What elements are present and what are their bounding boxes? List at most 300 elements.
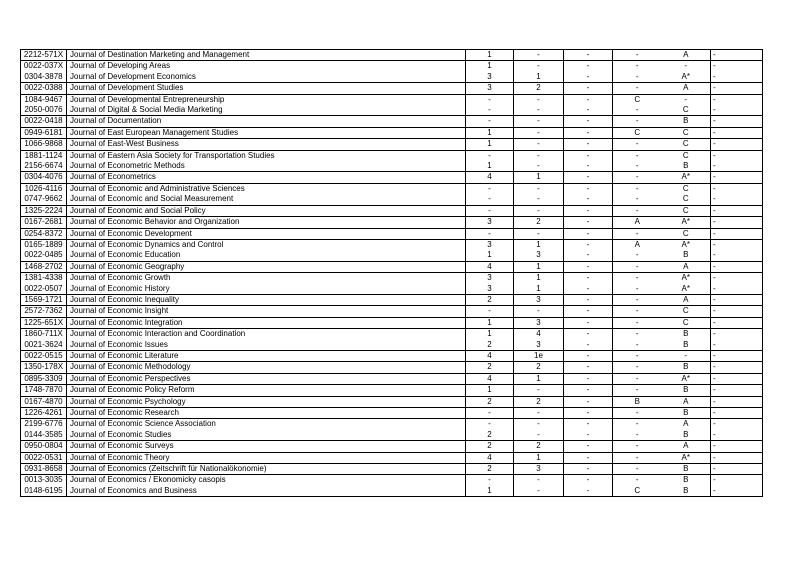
- rating-6-cell: -: [711, 385, 763, 396]
- rating-1-cell: 4: [466, 452, 514, 463]
- rating-3-cell: -: [564, 441, 613, 452]
- rating-1-cell: 1: [466, 486, 514, 497]
- issn-cell: 0304-3878: [21, 72, 67, 83]
- table-row: [21, 385, 763, 396]
- rating-3-cell: -: [564, 294, 613, 305]
- rating-2-cell: -: [514, 385, 564, 396]
- issn-cell: 0304-4076: [21, 172, 67, 183]
- rating-6-cell: -: [711, 261, 763, 272]
- rating-6-cell: -: [711, 284, 763, 295]
- rating-2-cell: 1: [514, 172, 564, 183]
- rating-4-cell: A: [613, 217, 662, 228]
- rating-1-cell: 1: [466, 127, 514, 138]
- rating-1-cell: 4: [466, 350, 514, 361]
- journal-name-cell: Journal of Economics / Ekonomicky casopis: [67, 475, 466, 486]
- issn-cell: 0021-3624: [21, 340, 67, 351]
- rating-2-cell: 3: [514, 294, 564, 305]
- journal-name-cell: Journal of Economic Inequality: [67, 294, 466, 305]
- rating-1-cell: 2: [466, 340, 514, 351]
- rating-2-cell: -: [514, 419, 564, 430]
- table-row: [21, 228, 763, 239]
- rating-1-cell: 1: [466, 385, 514, 396]
- journal-name-cell: Journal of Economic and Social Measurement: [67, 194, 466, 205]
- rating-4-cell: -: [613, 105, 662, 116]
- journal-name-cell: Journal of Economic Insight: [67, 306, 466, 317]
- rating-3-cell: -: [564, 61, 613, 72]
- issn-cell: 2199-6776: [21, 419, 67, 430]
- journal-name-cell: Journal of Development Economics: [67, 72, 466, 83]
- issn-cell: 2212-571X: [21, 50, 67, 61]
- journal-name-cell: Journal of East European Management Studies: [67, 127, 466, 138]
- rating-6-cell: -: [711, 430, 763, 441]
- rating-6-cell: -: [711, 205, 763, 216]
- rating-3-cell: -: [564, 329, 613, 340]
- table-row: [21, 329, 763, 340]
- rating-2-cell: -: [514, 161, 564, 172]
- rating-5-cell: B: [662, 464, 711, 475]
- rating-6-cell: -: [711, 294, 763, 305]
- table-row: [21, 408, 763, 419]
- issn-cell: 0931-8658: [21, 464, 67, 475]
- rating-5-cell: C: [662, 317, 711, 328]
- issn-cell: 0022-0485: [21, 250, 67, 261]
- journal-table-body: [21, 50, 763, 497]
- issn-cell: 1569-1721: [21, 294, 67, 305]
- issn-cell: 0165-1889: [21, 239, 67, 250]
- rating-5-cell: A: [662, 83, 711, 94]
- rating-3-cell: -: [564, 217, 613, 228]
- rating-4-cell: -: [613, 116, 662, 127]
- rating-5-cell: A: [662, 294, 711, 305]
- rating-6-cell: -: [711, 228, 763, 239]
- rating-5-cell: B: [683, 329, 689, 339]
- issn-cell: 0022-0515: [21, 350, 67, 361]
- rating-5-cell: -: [662, 350, 711, 361]
- rating-1-cell: 3: [466, 83, 514, 94]
- journal-name-cell: Journal of Economics (Zeitschrift für Nationalökonomie): [67, 464, 466, 475]
- issn-cell: 0022-0531: [21, 452, 67, 463]
- rating-1-cell: 1: [466, 329, 514, 340]
- issn-cell: 0022-0388: [21, 83, 67, 94]
- issn-cell: 1084-9467: [21, 94, 67, 105]
- rating-3-cell: -: [564, 475, 613, 486]
- rating-6-cell: -: [711, 306, 763, 317]
- table-row: [21, 105, 763, 116]
- journal-name-cell: Journal of Economic Behavior and Organization: [67, 217, 466, 228]
- table-row: [21, 261, 763, 272]
- table-row: [21, 94, 763, 105]
- rating-3-cell: -: [564, 273, 613, 284]
- issn-cell: 0950-0804: [21, 441, 67, 452]
- rating-1-cell: 4: [466, 172, 514, 183]
- journal-name-cell: Journal of Developmental Entrepreneurship: [67, 94, 466, 105]
- rating-4-cell: -: [613, 284, 662, 295]
- rating-3-cell: -: [564, 239, 613, 250]
- table-row: [21, 83, 763, 94]
- rating-4-cell: -: [613, 273, 662, 284]
- table-row: [21, 373, 763, 384]
- rating-1-cell: -: [466, 205, 514, 216]
- rating-4-cell: -: [613, 452, 662, 463]
- journal-quality-table: [20, 49, 763, 497]
- rating-3-cell: -: [564, 464, 613, 475]
- table-row: [21, 72, 763, 83]
- journal-name-cell: Journal of Developing Areas: [67, 61, 466, 72]
- rating-6-cell: -: [711, 396, 763, 407]
- rating-2-cell: 2: [514, 362, 564, 373]
- rating-4-cell: -: [613, 340, 662, 351]
- rating-5-cell: C: [682, 183, 689, 193]
- issn-cell: 0022-037X: [21, 61, 67, 72]
- rating-6-cell: -: [711, 408, 763, 419]
- rating-4-cell: -: [613, 475, 662, 486]
- rating-3-cell: -: [564, 430, 613, 441]
- journal-name-cell: Journal of Economic and Administrative Sciences: [67, 183, 466, 194]
- journal-name-cell: Journal of Development Studies: [67, 83, 466, 94]
- rating-4-cell: -: [613, 228, 662, 239]
- rating-4-cell: -: [613, 161, 662, 172]
- rating-2-cell: 2: [514, 217, 564, 228]
- table-row: [21, 294, 763, 305]
- rating-5-cell: -: [684, 61, 688, 71]
- rating-1-cell: 1: [466, 250, 514, 261]
- rating-6-cell: -: [711, 452, 763, 463]
- rating-4-cell: -: [613, 139, 662, 150]
- table-row: [21, 183, 763, 194]
- rating-1-cell: 3: [466, 284, 514, 295]
- rating-4-cell: -: [613, 329, 662, 340]
- rating-1-cell: 4: [466, 373, 514, 384]
- rating-5-cell: B: [662, 486, 711, 497]
- table-row: [21, 475, 763, 486]
- rating-4-cell: -: [613, 362, 662, 373]
- table-row: [21, 350, 763, 361]
- rating-1-cell: -: [466, 475, 514, 486]
- rating-3-cell: -: [564, 362, 613, 373]
- issn-cell: 0013-3035: [21, 475, 67, 486]
- rating-6-cell: -: [711, 150, 763, 161]
- table-row: [21, 284, 763, 295]
- rating-6-cell: -: [711, 105, 763, 116]
- rating-2-cell: 3: [514, 340, 564, 351]
- table-row: [21, 486, 763, 497]
- rating-6-cell: -: [711, 441, 763, 452]
- table-row: [21, 340, 763, 351]
- rating-2-cell: 1: [514, 273, 564, 284]
- rating-4-cell: -: [613, 172, 662, 183]
- issn-cell: 0167-2681: [21, 217, 67, 228]
- journal-name-cell: Journal of Eastern Asia Society for Transportation Studies: [67, 150, 466, 161]
- rating-3-cell: -: [564, 94, 613, 105]
- rating-3-cell: -: [564, 486, 613, 497]
- issn-cell: 1881-1124: [21, 150, 67, 161]
- rating-4-cell: -: [613, 61, 662, 72]
- rating-3-cell: -: [564, 340, 613, 351]
- rating-5-cell: C: [662, 194, 711, 205]
- issn-cell: 1325-2224: [21, 205, 67, 216]
- rating-3-cell: -: [564, 172, 613, 183]
- rating-2-cell: 1e: [514, 350, 564, 361]
- rating-3-cell: -: [564, 250, 613, 261]
- rating-2-cell: 2: [514, 396, 564, 407]
- rating-4-cell: -: [613, 464, 662, 475]
- rating-3-cell: -: [564, 194, 613, 205]
- rating-5-cell: C: [682, 150, 689, 160]
- rating-4-cell: -: [613, 441, 662, 452]
- journal-name-cell: Journal of Economic History: [67, 284, 466, 295]
- rating-4-cell: -: [613, 83, 662, 94]
- rating-1-cell: 3: [466, 72, 514, 83]
- issn-cell: 1350-178X: [21, 362, 67, 373]
- rating-1-cell: 2: [466, 294, 514, 305]
- table-row: [21, 419, 763, 430]
- rating-2-cell: -: [514, 116, 564, 127]
- rating-3-cell: -: [564, 228, 613, 239]
- rating-2-cell: -: [514, 127, 564, 138]
- rating-5-cell: A*: [662, 172, 711, 183]
- rating-4-cell: C: [613, 486, 662, 497]
- rating-2-cell: -: [514, 50, 564, 61]
- rating-5-cell: A: [683, 419, 689, 429]
- table-row: [21, 239, 763, 250]
- issn-cell: 1026-4116: [21, 183, 67, 194]
- rating-1-cell: 1: [466, 50, 514, 61]
- rating-4-cell: -: [613, 150, 662, 161]
- journal-name-cell: Journal of Econometric Methods: [67, 161, 466, 172]
- rating-5-cell: A*: [662, 373, 711, 384]
- rating-3-cell: -: [564, 396, 613, 407]
- rating-6-cell: -: [711, 183, 763, 194]
- rating-6-cell: -: [711, 161, 763, 172]
- rating-2-cell: -: [514, 61, 564, 72]
- table-row: [21, 396, 763, 407]
- issn-cell: 1225-651X: [21, 317, 67, 328]
- rating-3-cell: -: [564, 385, 613, 396]
- journal-name-cell: Journal of Economic Development: [67, 228, 466, 239]
- journal-name-cell: Journal of Economic Perspectives: [67, 373, 466, 384]
- rating-3-cell: -: [564, 183, 613, 194]
- rating-2-cell: 1: [514, 72, 564, 83]
- rating-6-cell: -: [711, 127, 763, 138]
- rating-6-cell: -: [711, 329, 763, 340]
- rating-5-cell: B: [662, 340, 711, 351]
- rating-1-cell: 2: [466, 396, 514, 407]
- rating-2-cell: 1: [514, 452, 564, 463]
- rating-5-cell: A*: [681, 239, 690, 249]
- table-row: [21, 362, 763, 373]
- journal-name-cell: Journal of Economic Research: [67, 408, 466, 419]
- rating-1-cell: -: [466, 408, 514, 419]
- issn-cell: 1226-4261: [21, 408, 67, 419]
- rating-4-cell: -: [613, 194, 662, 205]
- rating-5-cell: A: [662, 441, 711, 452]
- rating-1-cell: 2: [466, 430, 514, 441]
- rating-3-cell: -: [564, 261, 613, 272]
- table-row: [21, 306, 763, 317]
- rating-3-cell: -: [564, 127, 613, 138]
- rating-6-cell: -: [711, 373, 763, 384]
- table-row: [21, 194, 763, 205]
- rating-3-cell: -: [564, 205, 613, 216]
- table-row: [21, 172, 763, 183]
- issn-cell: 0747-9662: [21, 194, 67, 205]
- rating-3-cell: -: [564, 50, 613, 61]
- issn-cell: 0254-8372: [21, 228, 67, 239]
- rating-6-cell: -: [711, 350, 763, 361]
- rating-2-cell: 1: [514, 284, 564, 295]
- rating-4-cell: -: [613, 294, 662, 305]
- issn-cell: 0022-0418: [21, 116, 67, 127]
- rating-2-cell: 1: [514, 239, 564, 250]
- rating-6-cell: -: [711, 273, 763, 284]
- journal-name-cell: Journal of Economic Policy Reform: [67, 385, 466, 396]
- rating-6-cell: -: [711, 419, 763, 430]
- rating-5-cell: B: [662, 362, 711, 373]
- journal-name-cell: Journal of Economic Literature: [67, 350, 466, 361]
- rating-4-cell: C: [613, 94, 662, 105]
- rating-6-cell: -: [711, 61, 763, 72]
- rating-5-cell: B: [662, 430, 711, 441]
- table-row: [21, 452, 763, 463]
- rating-5-cell: B: [662, 250, 711, 261]
- rating-2-cell: 2: [514, 83, 564, 94]
- journal-name-cell: Journal of Economic Education: [67, 250, 466, 261]
- journal-name-cell: Journal of Economic Integration: [67, 317, 466, 328]
- rating-3-cell: -: [564, 139, 613, 150]
- journal-name-cell: Journal of Economics and Business: [67, 486, 466, 497]
- table-row: [21, 317, 763, 328]
- rating-6-cell: -: [711, 116, 763, 127]
- rating-6-cell: -: [711, 317, 763, 328]
- rating-5-cell: A*: [681, 273, 690, 283]
- journal-name-cell: Journal of Digital & Social Media Marketing: [67, 105, 466, 116]
- rating-5-cell: B: [662, 408, 711, 419]
- rating-2-cell: -: [514, 408, 564, 419]
- rating-4-cell: -: [613, 350, 662, 361]
- journal-name-cell: Journal of Economic and Social Policy: [67, 205, 466, 216]
- rating-4-cell: -: [613, 50, 662, 61]
- rating-3-cell: -: [564, 150, 613, 161]
- rating-1-cell: -: [466, 183, 514, 194]
- rating-1-cell: 2: [466, 362, 514, 373]
- rating-6-cell: -: [711, 94, 763, 105]
- issn-cell: 1468-2702: [21, 261, 67, 272]
- rating-1-cell: 1: [466, 61, 514, 72]
- issn-cell: 0022-0507: [21, 284, 67, 295]
- rating-1-cell: -: [466, 105, 514, 116]
- rating-1-cell: 3: [466, 217, 514, 228]
- rating-4-cell: B: [613, 396, 662, 407]
- rating-3-cell: -: [564, 105, 613, 116]
- rating-2-cell: -: [514, 139, 564, 150]
- rating-2-cell: 3: [514, 250, 564, 261]
- table-row: [21, 139, 763, 150]
- issn-cell: 2050-0076: [21, 105, 67, 116]
- rating-1-cell: 4: [466, 261, 514, 272]
- rating-1-cell: -: [466, 94, 514, 105]
- journal-name-cell: Journal of East-West Business: [67, 139, 466, 150]
- table-row: [21, 61, 763, 72]
- rating-2-cell: -: [514, 475, 564, 486]
- table-row: [21, 430, 763, 441]
- journal-name-cell: Journal of Economic Theory: [67, 452, 466, 463]
- issn-cell: 0144-3585: [21, 430, 67, 441]
- rating-6-cell: -: [711, 50, 763, 61]
- rating-3-cell: -: [564, 408, 613, 419]
- table-row: [21, 273, 763, 284]
- rating-1-cell: -: [466, 419, 514, 430]
- rating-3-cell: -: [564, 419, 613, 430]
- issn-cell: 0949-6181: [21, 127, 67, 138]
- rating-1-cell: 1: [466, 161, 514, 172]
- journal-name-cell: Journal of Destination Marketing and Management: [67, 50, 466, 61]
- rating-4-cell: -: [613, 205, 662, 216]
- rating-6-cell: -: [711, 139, 763, 150]
- rating-2-cell: -: [514, 430, 564, 441]
- rating-6-cell: -: [711, 217, 763, 228]
- issn-cell: 1066-9868: [21, 139, 67, 150]
- rating-4-cell: -: [613, 261, 662, 272]
- rating-4-cell: -: [613, 419, 662, 430]
- rating-4-cell: -: [613, 250, 662, 261]
- rating-6-cell: -: [711, 72, 763, 83]
- rating-4-cell: C: [613, 127, 662, 138]
- table-row: [21, 116, 763, 127]
- rating-5-cell: A*: [662, 284, 711, 295]
- rating-6-cell: -: [711, 475, 763, 486]
- rating-2-cell: -: [514, 228, 564, 239]
- journal-name-cell: Journal of Economic Methodology: [67, 362, 466, 373]
- issn-cell: 0167-4870: [21, 396, 67, 407]
- rating-5-cell: A: [662, 261, 711, 272]
- rating-4-cell: -: [613, 373, 662, 384]
- issn-cell: 1860-711X: [21, 329, 67, 340]
- journal-name-cell: Journal of Economic Issues: [67, 340, 466, 351]
- rating-2-cell: 4: [514, 329, 564, 340]
- journal-name-cell: Journal of Economic Interaction and Coordination: [67, 329, 466, 340]
- rating-2-cell: 3: [514, 317, 564, 328]
- rating-5-cell: A*: [662, 72, 711, 83]
- issn-cell: 1748-7870: [21, 385, 67, 396]
- rating-1-cell: 2: [466, 441, 514, 452]
- rating-1-cell: -: [466, 194, 514, 205]
- rating-5-cell: B: [662, 385, 711, 396]
- rating-6-cell: -: [711, 250, 763, 261]
- issn-cell: 2156-6674: [21, 161, 67, 172]
- rating-2-cell: -: [514, 105, 564, 116]
- rating-5-cell: C: [662, 139, 711, 150]
- table-row: [21, 441, 763, 452]
- rating-1-cell: 1: [466, 317, 514, 328]
- rating-4-cell: A: [613, 239, 662, 250]
- rating-3-cell: -: [564, 317, 613, 328]
- rating-3-cell: -: [564, 350, 613, 361]
- rating-3-cell: -: [564, 72, 613, 83]
- issn-cell: 0148-6195: [21, 486, 67, 497]
- rating-3-cell: -: [564, 452, 613, 463]
- rating-1-cell: 3: [466, 239, 514, 250]
- rating-3-cell: -: [564, 373, 613, 384]
- rating-1-cell: 3: [466, 273, 514, 284]
- rating-1-cell: -: [466, 150, 514, 161]
- rating-5-cell: C: [662, 105, 711, 116]
- rating-2-cell: -: [514, 183, 564, 194]
- journal-name-cell: Journal of Economic Surveys: [67, 441, 466, 452]
- issn-cell: 2572-7362: [21, 306, 67, 317]
- rating-4-cell: -: [613, 408, 662, 419]
- rating-3-cell: -: [564, 83, 613, 94]
- rating-4-cell: -: [613, 183, 662, 194]
